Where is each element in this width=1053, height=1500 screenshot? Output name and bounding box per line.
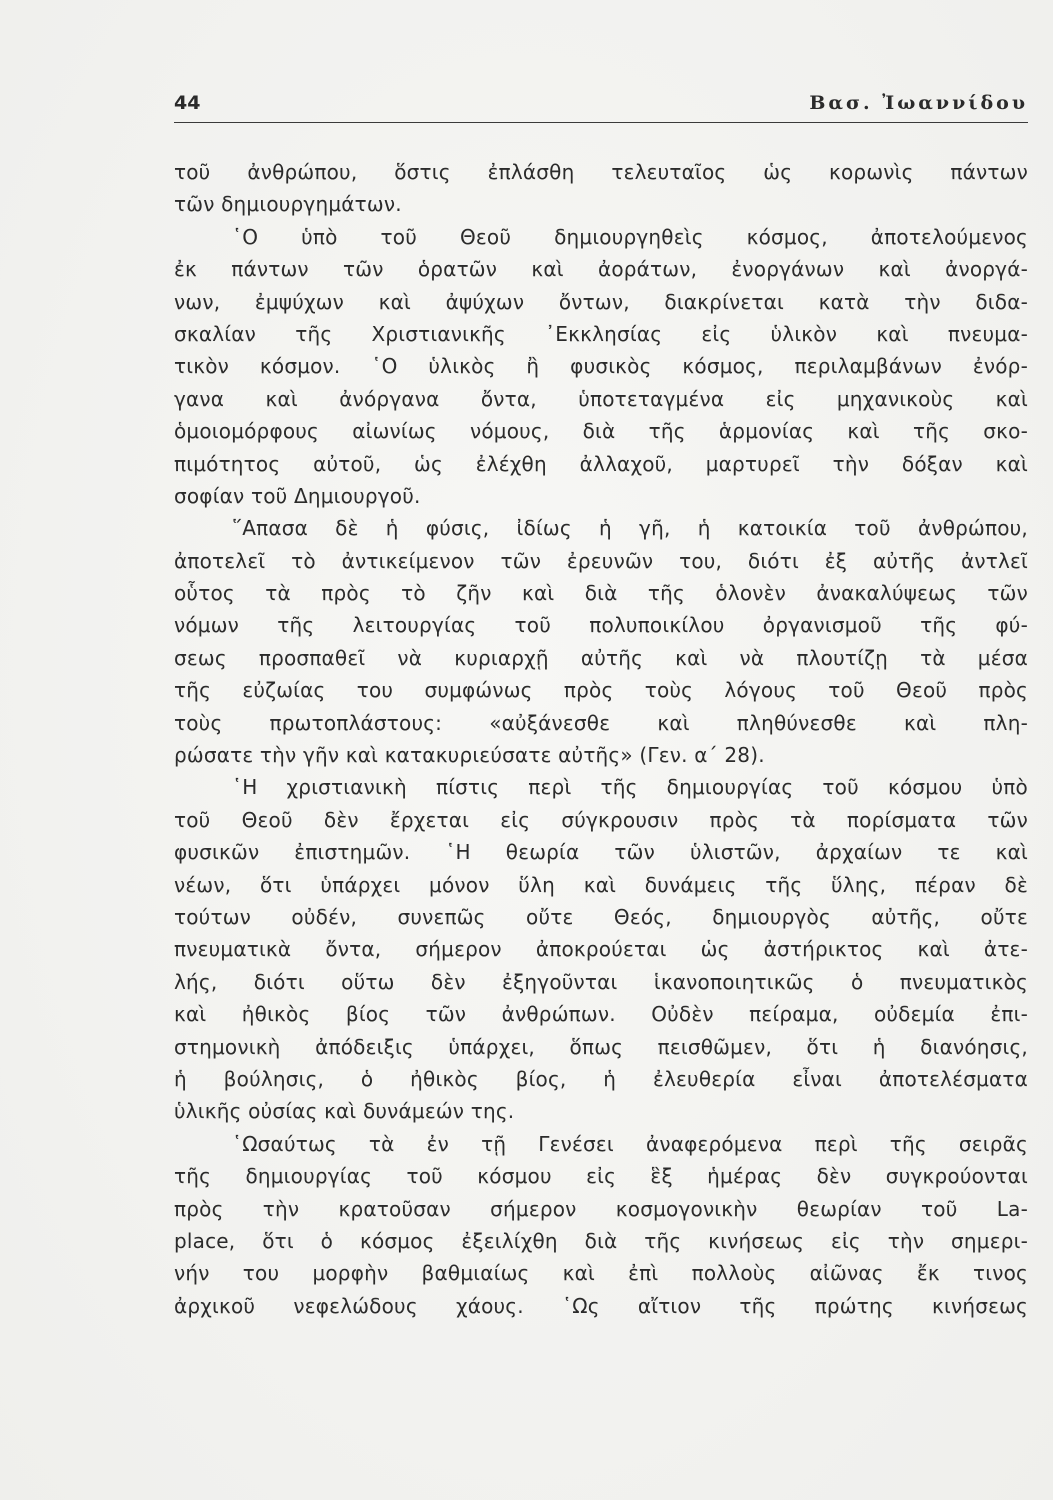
text-line: ἀποτελεῖ τὸ ἀντικείμενον τῶν ἐρευνῶν του, διότι ἐξ αὐτῆς ἀντλεῖ <box>174 548 1028 573</box>
text-line: νήν του μορφὴν βαθμιαίως καὶ ἐπὶ πολλοὺς αἰῶνας ἔκ τινος <box>174 1261 1028 1286</box>
text-line: τοῦ Θεοῦ δὲν ἔρχεται εἰς σύγκρουσιν πρὸς τὰ πορίσματα τῶν <box>174 807 1028 832</box>
text-line: τούτων οὐδέν, συνεπῶς οὔτε Θεός, δημιουργὸς αὐτῆς, οὔτε <box>174 904 1028 929</box>
text-line: ῾Η χριστιανικὴ πίστις περὶ τῆς δημιουργίας τοῦ κόσμου ὑπὸ <box>232 775 1028 800</box>
text-line: τοῦ ἀνθρώπου, ὅστις ἐπλάσθη τελευταῖος ὡς κορωνὶς πάντων <box>174 160 1028 184</box>
text-line: ἐκ πάντων τῶν ὁρατῶν καὶ ἀοράτων, ἐνοργάνων καὶ ἀνοργά- <box>174 257 1028 282</box>
text-line: τῶν δημιουργημάτων. <box>174 192 402 217</box>
text-line: ἀρχικοῦ νεφελώδους χάους. ῾Ως αἴτιον τῆς πρώτης κινήσεως <box>174 1293 1028 1318</box>
text-line: τικὸν κόσμον. ῾Ο ὑλικὸς ἢ φυσικὸς κόσμος, περιλαμβάνων ἐνόρ- <box>174 354 1028 379</box>
text-line: τῆς δημιουργίας τοῦ κόσμου εἰς ἓξ ἡμέρας δὲν συγκρούονται <box>174 1164 1028 1189</box>
text-line: φυσικῶν ἐπιστημῶν. ῾Η θεωρία τῶν ὑλιστῶν, ἀρχαίων τε καὶ <box>174 840 1028 865</box>
text-line: ῾Ο ὑπὸ τοῦ Θεοῦ δημιουργηθεὶς κόσμος, ἀποτελούμενος <box>232 224 1028 249</box>
text-line: σκαλίαν τῆς Χριστιανικῆς ᾿Εκκλησίας εἰς ὑλικὸν καὶ πνευμα- <box>174 321 1028 346</box>
text-line: στημονικὴ ἀπόδειξις ὑπάρχει, ὅπως πεισθῶμεν, ὅτι ἡ διανόησις, <box>174 1034 1028 1059</box>
text-line: νέων, ὅτι ὑπάρχει μόνον ὕλη καὶ δυνάμεις τῆς ὕλης, πέραν δὲ <box>174 872 1028 897</box>
text-line: νόμων τῆς λειτουργίας τοῦ πολυποικίλου ὀργανισμοῦ τῆς φύ- <box>174 613 1028 638</box>
text-line: ἡ βούλησις, ὁ ἠθικὸς βίος, ἡ ἐλευθερία εἶναι ἀποτελέσματα <box>174 1066 1028 1091</box>
body-text <box>174 156 1028 1322</box>
text-line: place, ὅτι ὁ κόσμος ἐξειλίχθη διὰ τῆς κινήσεως εἰς τὴν σημερι- <box>174 1228 1028 1253</box>
text-line: πιμότητος αὐτοῦ, ὡς ἐλέχθη ἀλλαχοῦ, μαρτυρεῖ τὴν δόξαν καὶ <box>174 451 1028 476</box>
text-line: καὶ ἠθικὸς βίος τῶν ἀνθρώπων. Οὐδὲν πείραμα, οὐδεμία ἐπι- <box>174 1002 1028 1027</box>
text-line: ὑλικῆς οὐσίας καὶ δυνάμεών της. <box>174 1099 515 1124</box>
text-line: σεως προσπαθεῖ νὰ κυριαρχῇ αὐτῆς καὶ νὰ πλουτίζῃ τὰ μέσα <box>174 645 1028 670</box>
text-line: λής, διότι οὕτω δὲν ἐξηγοῦνται ἱκανοποιητικῶς ὁ πνευματικὸς <box>174 969 1028 994</box>
page-header <box>174 92 1028 123</box>
text-line: ρώσατε τὴν γῆν καὶ κατακυριεύσατε αὐτῆς» (Γεν. α΄ 28). <box>174 743 765 768</box>
text-line: ὁμοιομόρφους αἰωνίως νόμους, διὰ τῆς ἁρμονίας καὶ τῆς σκο- <box>174 419 1028 444</box>
text-line: σοφίαν τοῦ Δημιουργοῦ. <box>174 483 421 508</box>
text-line: τοὺς πρωτοπλάστους: «αὐξάνεσθε καὶ πληθύνεσθε καὶ πλη- <box>174 710 1028 735</box>
text-line: ῞Απασα δὲ ἡ φύσις, ἰδίως ἡ γῆ, ἡ κατοικία τοῦ ἀνθρώπου, <box>232 516 1028 541</box>
text-line: ῾Ωσαύτως τὰ ἐν τῇ Γενέσει ἀναφερόμενα περὶ τῆς σειρᾶς <box>232 1131 1028 1156</box>
running-head: Βασ. Ἰωαννίδου <box>809 92 1028 114</box>
text-line: πρὸς τὴν κρατοῦσαν σήμερον κοσμογονικὴν θεωρίαν τοῦ La- <box>174 1196 1028 1221</box>
text-line: νων, ἐμψύχων καὶ ἀψύχων ὄντων, διακρίνεται κατὰ τὴν διδα- <box>174 289 1028 314</box>
text-line: τῆς εὐζωίας του συμφώνως πρὸς τοὺς λόγους τοῦ Θεοῦ πρὸς <box>174 678 1028 703</box>
page-number: 44 <box>174 92 201 114</box>
text-line: οὗτος τὰ πρὸς τὸ ζῆν καὶ διὰ τῆς ὁλονὲν ἀνακαλύψεως τῶν <box>174 581 1028 606</box>
text-line: πνευματικὰ ὄντα, σήμερον ἀποκρούεται ὡς ἀστήρικτος καὶ ἀτε- <box>174 937 1028 962</box>
text-line: γανα καὶ ἀνόργανα ὄντα, ὑποτεταγμένα εἰς μηχανικοὺς καὶ <box>174 386 1028 411</box>
